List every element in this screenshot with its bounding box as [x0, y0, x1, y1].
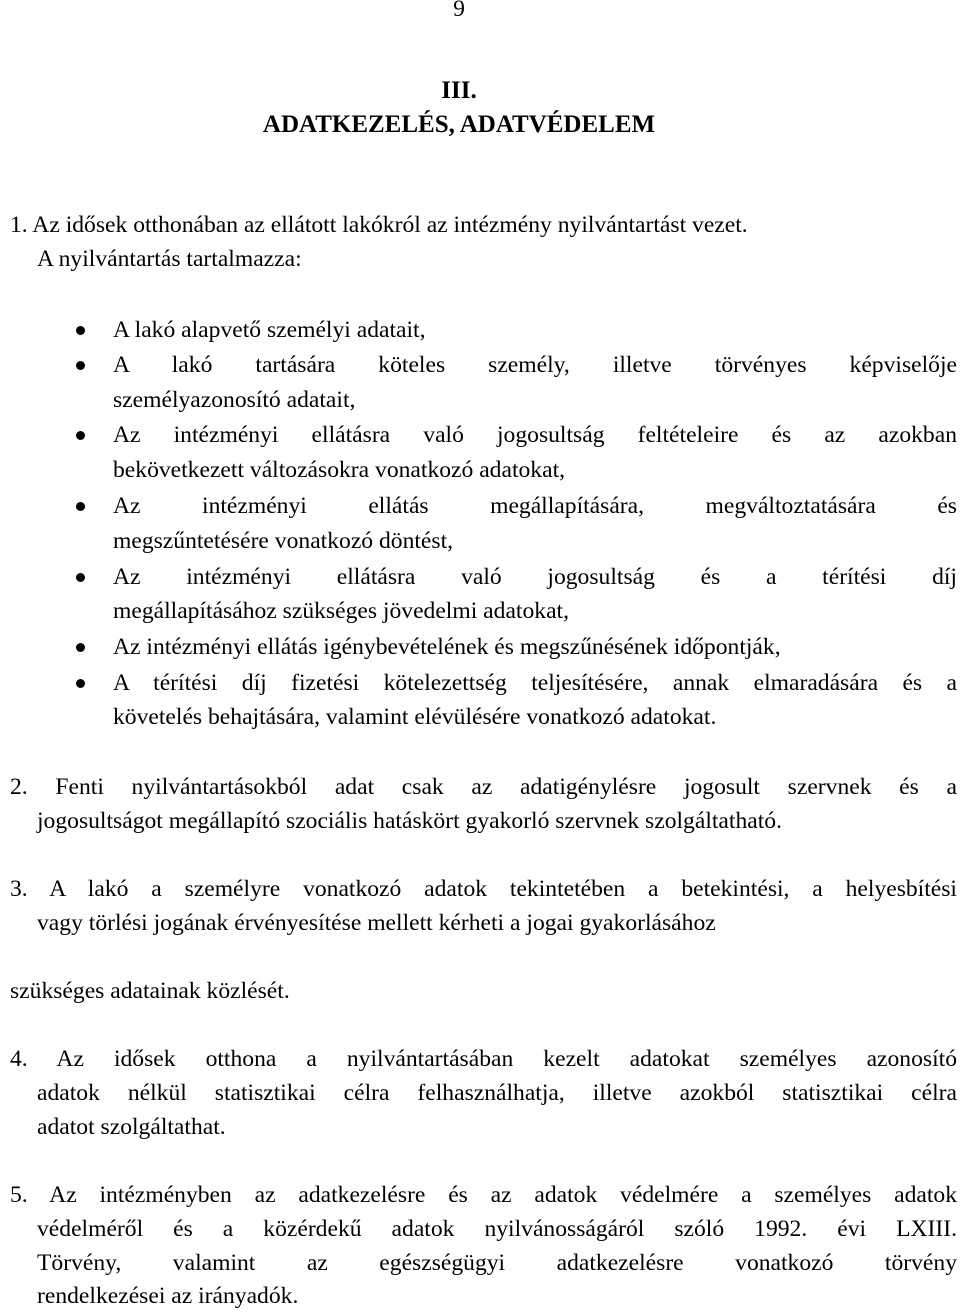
bullet-icon	[76, 502, 85, 511]
list-item-line: megszűntetésére vonatkozó döntést,	[113, 528, 454, 554]
section-4-line-1: 4. Az idősek otthona a nyilvántartásában kezelt adatokat személyes azonosító	[10, 1046, 957, 1072]
chapter-number: III.	[441, 77, 477, 104]
list-item-line: személyazonosító adatait,	[113, 387, 356, 413]
list-item-line: megállapításához szükséges jövedelmi adatokat,	[113, 598, 569, 624]
section-1-line-2: A nyilvántartás tartalmazza:	[37, 246, 302, 272]
page-number: 9	[453, 0, 465, 22]
section-2-line-2: jogosultságot megállapító szociális hatáskört gyakorló szervnek szolgáltatható.	[37, 808, 782, 834]
list-item-line: Az intézményi ellátás megállapítására, megváltoztatására és	[113, 493, 957, 519]
section-5-line-1: 5. Az intézményben az adatkezelésre és az adatok védelmére a személyes adatok	[10, 1182, 957, 1208]
section-3-line-3: szükséges adatainak közlését.	[10, 978, 290, 1004]
section-4-line-3: adatot szolgáltathat.	[37, 1114, 226, 1140]
list-item-line: A lakó alapvető személyi adatait,	[113, 317, 426, 343]
list-item-line: Az intézményi ellátásra való jogosultság és a térítési díj	[113, 564, 957, 590]
section-2-line-1: 2. Fenti nyilvántartásokból adat csak az adatigénylésre jogosult szervnek és a	[10, 774, 957, 800]
list-item-line: A térítési díj fizetési kötelezettség teljesítésére, annak elmaradására és a	[113, 670, 957, 696]
bullet-icon	[76, 431, 85, 440]
section-3-line-2: vagy törlési jogának érvényesítése mellett kérheti a jogai gyakorlásához	[37, 910, 716, 936]
bullet-icon	[76, 573, 85, 582]
list-item-line: A lakó tartására köteles személy, illetve törvényes képviselője	[113, 352, 957, 378]
bullet-icon	[76, 679, 85, 688]
section-1-line-1: 1. Az idősek otthonában az ellátott lakókról az intézmény nyilvántartást vezet.	[10, 212, 748, 238]
list-item-line: bekövetkezett változásokra vonatkozó adatokat,	[113, 457, 566, 483]
list-item-line: Az intézményi ellátásra való jogosultság feltételeire és az azokban	[113, 422, 957, 448]
bullet-icon	[76, 326, 85, 335]
chapter-title: ADATKEZELÉS, ADATVÉDELEM	[262, 111, 656, 138]
list-item-line: Az intézményi ellátás igénybevételének és megszűnésének időpontják,	[113, 634, 781, 660]
section-4-line-2: adatok nélkül statisztikai célra felhasználhatja, illetve azokból statisztikai célra	[37, 1080, 957, 1106]
section-3-line-1: 3. A lakó a személyre vonatkozó adatok tekintetében a betekintési, a helyesbítési	[10, 876, 957, 902]
section-5-line-4: rendelkezései az irányadók.	[37, 1283, 299, 1309]
list-item-line: követelés behajtására, valamint elévülésére vonatkozó adatokat.	[113, 704, 717, 730]
section-5-line-3: Törvény, valamint az egészségügyi adatkezelésre vonatkozó törvény	[37, 1250, 957, 1276]
bullet-icon	[76, 361, 85, 370]
bullet-icon	[76, 643, 85, 652]
section-5-line-2: védelméről és a közérdekű adatok nyilvánosságáról szóló 1992. évi LXIII.	[37, 1216, 957, 1242]
